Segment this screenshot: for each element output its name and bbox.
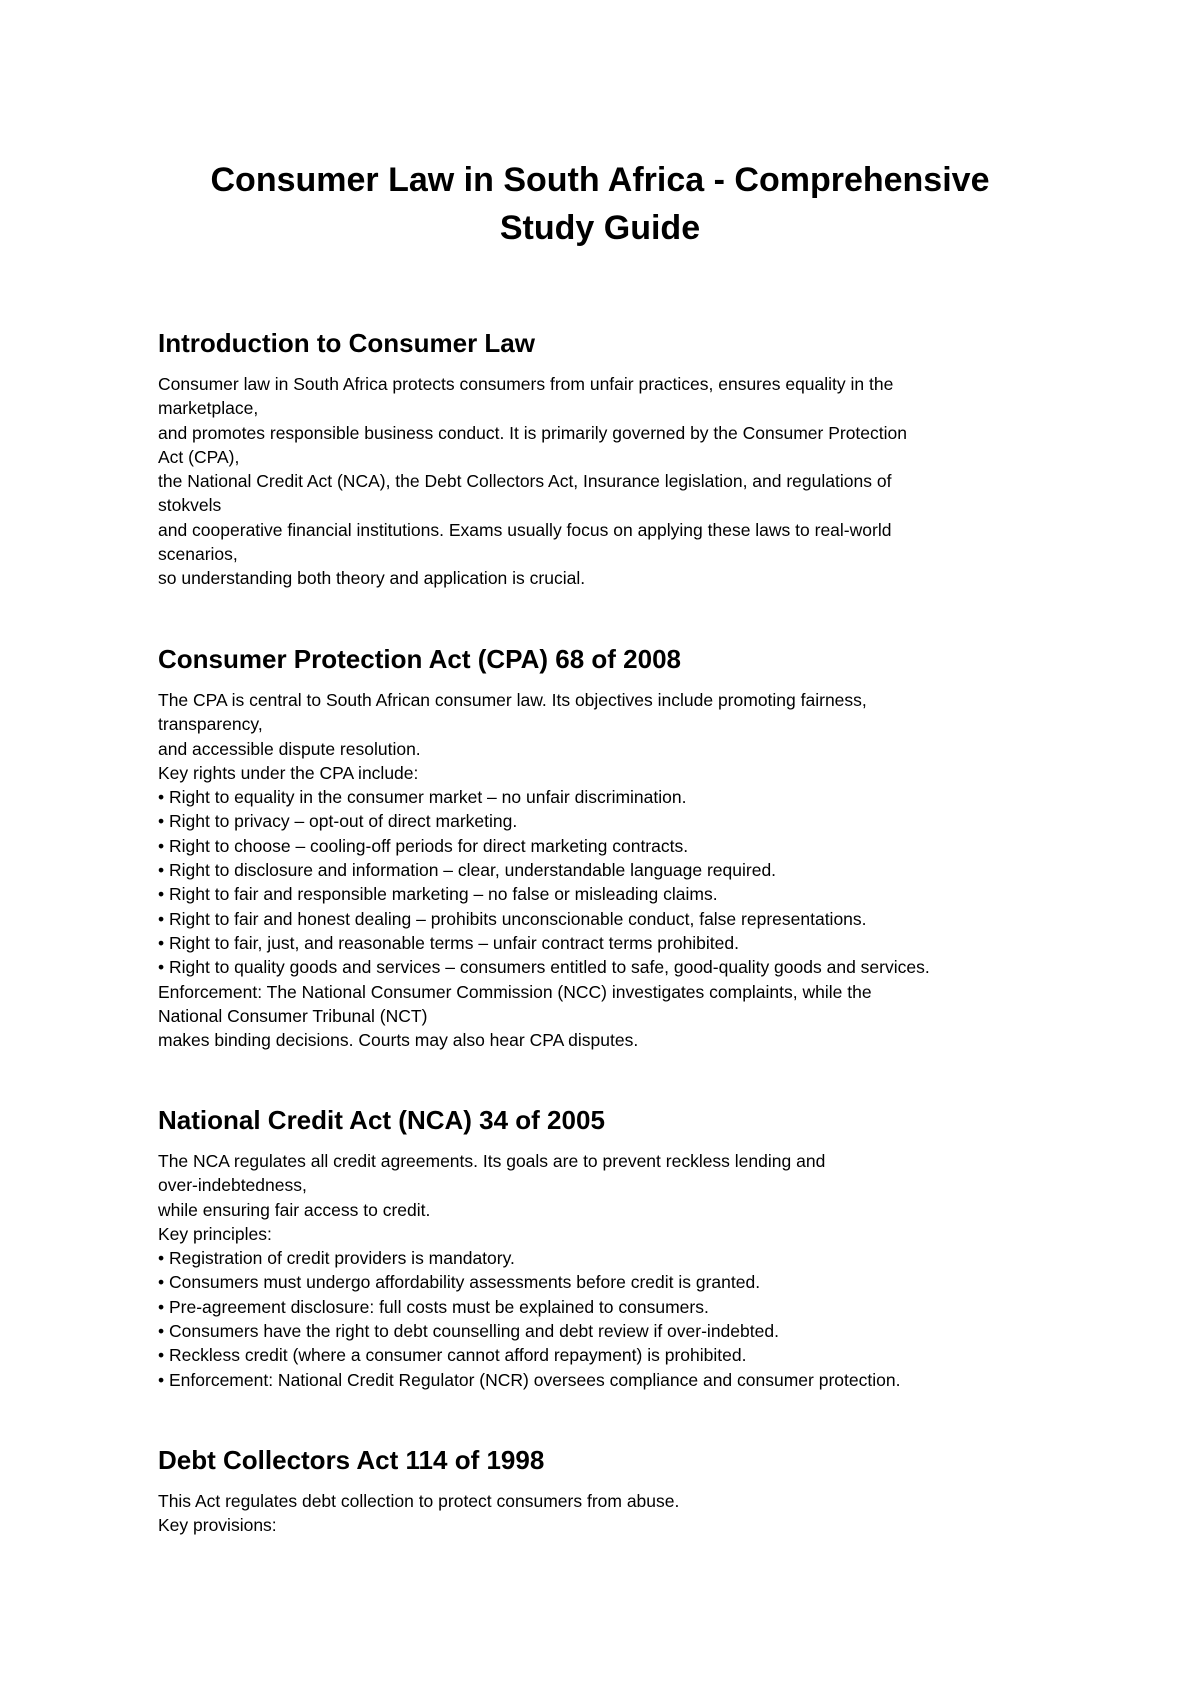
section-heading: National Credit Act (NCA) 34 of 2005 xyxy=(158,1105,605,1135)
bullet-item: • Right to fair and honest dealing – prohibits unconscionable conduct, false representations. xyxy=(158,908,867,929)
bullet-item: • Consumers have the right to debt counselling and debt review if over-indebted. xyxy=(158,1321,779,1342)
body-line: while ensuring fair access to credit. xyxy=(158,1199,431,1220)
section-body xyxy=(158,1149,1058,1392)
bullet-item: • Right to equality in the consumer market – no unfair discrimination. xyxy=(158,787,687,808)
bullet-item: • Pre-agreement disclosure: full costs must be explained to consumers. xyxy=(158,1296,709,1317)
body-line: so understanding both theory and application is crucial. xyxy=(158,568,586,589)
body-line: the National Credit Act (NCA), the Debt Collectors Act, Insurance legislation, and regulations of xyxy=(158,471,892,492)
section-debt-collectors-act xyxy=(158,1443,1058,1538)
body-line: over-indebtedness, xyxy=(158,1175,307,1196)
title-line: Study Guide xyxy=(499,209,701,247)
body-line: and accessible dispute resolution. xyxy=(158,738,421,759)
bullet-item: • Right to choose – cooling-off periods for direct marketing contracts. xyxy=(158,835,689,856)
bullet-item: • Enforcement: National Credit Regulator (NCR) oversees compliance and consumer protection. xyxy=(158,1369,901,1390)
body-line: Key provisions: xyxy=(158,1515,277,1536)
body-line: Key principles: xyxy=(158,1223,272,1244)
title-line: Consumer Law in South Africa - Comprehensive xyxy=(210,161,990,199)
section-introduction xyxy=(158,326,1058,591)
body-line: scenarios, xyxy=(158,544,238,565)
bullet-item: • Reckless credit (where a consumer cannot afford repayment) is prohibited. xyxy=(158,1345,747,1366)
section-consumer-protection-act xyxy=(158,642,1058,1052)
body-line: transparency, xyxy=(158,714,263,735)
bullet-item: • Right to disclosure and information – clear, understandable language required. xyxy=(158,860,777,881)
section-heading: Introduction to Consumer Law xyxy=(158,328,535,358)
body-line: marketplace, xyxy=(158,398,259,419)
body-line: and cooperative financial institutions. Exams usually focus on applying these laws to real-world xyxy=(158,519,892,540)
bullet-item: • Right to fair, just, and reasonable terms – unfair contract terms prohibited. xyxy=(158,932,739,953)
body-line: makes binding decisions. Courts may also hear CPA disputes. xyxy=(158,1030,639,1051)
bullet-item: • Consumers must undergo affordability assessments before credit is granted. xyxy=(158,1272,761,1293)
body-line: The CPA is central to South African consumer law. Its objectives include promoting fairness, xyxy=(158,690,867,710)
section-national-credit-act xyxy=(158,1103,1058,1392)
body-line: This Act regulates debt collection to protect consumers from abuse. xyxy=(158,1491,680,1511)
section-body xyxy=(158,1489,1058,1538)
body-line: The NCA regulates all credit agreements. Its goals are to prevent reckless lending and xyxy=(158,1151,826,1171)
body-line: Enforcement: The National Consumer Commission (NCC) investigates complaints, while the xyxy=(158,981,872,1002)
bullet-item: • Right to fair and responsible marketing – no false or misleading claims. xyxy=(158,884,718,905)
section-heading: Consumer Protection Act (CPA) 68 of 2008 xyxy=(158,644,681,674)
section-body xyxy=(158,688,1058,1052)
body-line: Act (CPA), xyxy=(158,446,240,467)
body-line: Consumer law in South Africa protects consumers from unfair practices, ensures equality in the xyxy=(158,374,894,394)
body-line: stokvels xyxy=(158,495,222,516)
section-heading: Debt Collectors Act 114 of 1998 xyxy=(158,1445,545,1475)
document-title xyxy=(120,156,1080,252)
bullet-item: • Right to privacy – opt-out of direct marketing. xyxy=(158,811,518,832)
bullet-item: • Registration of credit providers is mandatory. xyxy=(158,1248,515,1269)
body-line: Key rights under the CPA include: xyxy=(158,762,419,783)
bullet-item: • Right to quality goods and services – consumers entitled to safe, good-quality goods and services. xyxy=(158,957,930,978)
body-line: and promotes responsible business conduct. It is primarily governed by the Consumer Protection xyxy=(158,422,907,443)
section-body xyxy=(158,372,1058,591)
body-line: National Consumer Tribunal (NCT) xyxy=(158,1005,428,1026)
